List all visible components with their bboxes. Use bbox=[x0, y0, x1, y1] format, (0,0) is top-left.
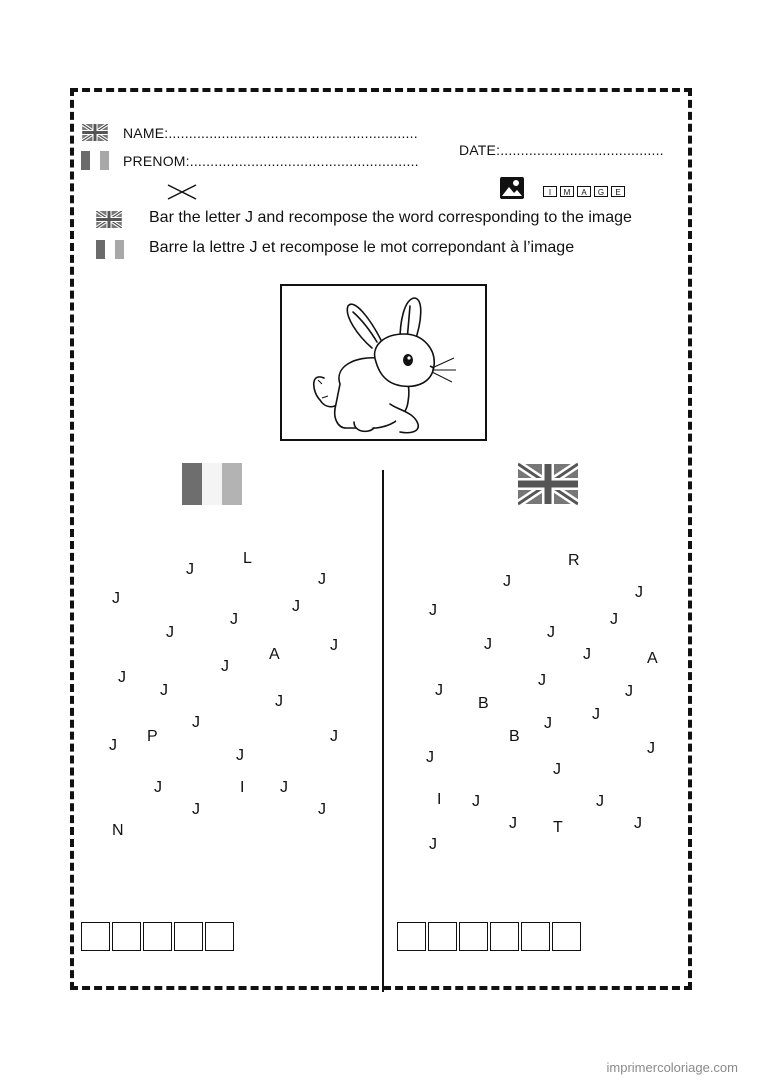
scattered-letter[interactable]: J bbox=[472, 793, 480, 810]
scattered-letter[interactable]: J bbox=[112, 590, 120, 607]
scattered-letter[interactable]: J bbox=[318, 571, 326, 588]
france-flag-icon bbox=[81, 151, 109, 170]
scattered-letter[interactable]: J bbox=[109, 737, 117, 754]
answer-box[interactable] bbox=[459, 922, 488, 951]
france-flag-large-icon bbox=[182, 463, 242, 505]
answer-box[interactable] bbox=[112, 922, 141, 951]
answer-box[interactable] bbox=[174, 922, 203, 951]
name-field: NAME:............................................................. bbox=[123, 125, 418, 141]
france-flag-icon bbox=[96, 240, 124, 259]
scattered-letter[interactable]: J bbox=[426, 749, 434, 766]
scattered-letter[interactable]: J bbox=[230, 611, 238, 628]
scattered-letter[interactable]: J bbox=[625, 683, 633, 700]
scattered-letter[interactable]: J bbox=[583, 646, 591, 663]
scattered-letter[interactable]: J bbox=[166, 624, 174, 641]
image-word-letter: E bbox=[611, 186, 625, 197]
scattered-letter[interactable]: J bbox=[610, 611, 618, 628]
scattered-letter[interactable]: J bbox=[484, 636, 492, 653]
scattered-letter[interactable]: J bbox=[538, 672, 546, 689]
answer-boxes-left bbox=[81, 922, 236, 951]
scattered-letter[interactable]: J bbox=[635, 584, 643, 601]
scissors-icon bbox=[166, 183, 198, 201]
panel-divider bbox=[382, 470, 384, 992]
scattered-letter[interactable]: J bbox=[503, 573, 511, 590]
scattered-letter[interactable]: N bbox=[112, 822, 124, 839]
scattered-letter[interactable]: J bbox=[553, 761, 561, 778]
rabbit-illustration bbox=[282, 286, 485, 439]
footer-site-label: imprimercoloriage.com bbox=[606, 1060, 738, 1075]
answer-box[interactable] bbox=[81, 922, 110, 951]
scattered-letter[interactable]: J bbox=[160, 682, 168, 699]
rabbit-picture-frame bbox=[280, 284, 487, 441]
answer-box[interactable] bbox=[521, 922, 550, 951]
scattered-letter[interactable]: J bbox=[275, 693, 283, 710]
answer-box[interactable] bbox=[143, 922, 172, 951]
answer-box[interactable] bbox=[490, 922, 519, 951]
uk-flag-icon bbox=[96, 211, 122, 228]
scattered-letter[interactable]: J bbox=[236, 747, 244, 764]
date-field: DATE:........................................ bbox=[459, 142, 664, 158]
scattered-letter[interactable]: J bbox=[647, 740, 655, 757]
scattered-letter[interactable]: J bbox=[547, 624, 555, 641]
image-word-boxes bbox=[543, 186, 628, 197]
scattered-letter[interactable]: B bbox=[509, 728, 520, 745]
scattered-letter[interactable]: J bbox=[154, 779, 162, 796]
scattered-letter[interactable]: J bbox=[330, 728, 338, 745]
scattered-letter[interactable]: J bbox=[596, 793, 604, 810]
image-word-letter: I bbox=[543, 186, 557, 197]
scattered-letter[interactable]: J bbox=[435, 682, 443, 699]
image-word-letter: G bbox=[594, 186, 608, 197]
scattered-letter[interactable]: J bbox=[221, 658, 229, 675]
scattered-letter[interactable]: J bbox=[634, 815, 642, 832]
scattered-letter[interactable]: J bbox=[544, 715, 552, 732]
scattered-letter[interactable]: J bbox=[118, 669, 126, 686]
image-icon bbox=[499, 176, 525, 200]
scattered-letter[interactable]: A bbox=[647, 650, 658, 667]
scattered-letter[interactable]: J bbox=[429, 602, 437, 619]
scattered-letter[interactable]: B bbox=[478, 695, 489, 712]
instruction-french: Barre la lettre J et recompose le mot correpondant à l’image bbox=[149, 239, 575, 256]
scattered-letter[interactable]: J bbox=[429, 836, 437, 853]
scattered-letter[interactable]: P bbox=[147, 728, 158, 745]
scattered-letter[interactable]: J bbox=[186, 561, 194, 578]
scattered-letter[interactable]: I bbox=[240, 779, 245, 796]
scattered-letter[interactable]: J bbox=[280, 779, 288, 796]
answer-box[interactable] bbox=[397, 922, 426, 951]
answer-boxes-right bbox=[397, 922, 583, 951]
answer-box[interactable] bbox=[205, 922, 234, 951]
scattered-letter[interactable]: L bbox=[243, 550, 252, 567]
scattered-letter[interactable]: J bbox=[330, 637, 338, 654]
uk-flag-icon bbox=[82, 124, 108, 141]
scattered-letter[interactable]: I bbox=[437, 791, 442, 808]
scattered-letter[interactable]: J bbox=[509, 815, 517, 832]
scattered-letter[interactable]: A bbox=[269, 646, 280, 663]
scattered-letter[interactable]: J bbox=[592, 706, 600, 723]
answer-box[interactable] bbox=[552, 922, 581, 951]
answer-box[interactable] bbox=[428, 922, 457, 951]
scattered-letter[interactable]: T bbox=[553, 819, 563, 836]
scattered-letter[interactable]: R bbox=[568, 552, 580, 569]
scattered-letter[interactable]: J bbox=[192, 714, 200, 731]
prenom-field: PRENOM:........................................................ bbox=[123, 153, 419, 169]
image-word-letter: M bbox=[560, 186, 574, 197]
scattered-letter[interactable]: J bbox=[292, 598, 300, 615]
scattered-letter[interactable]: J bbox=[318, 801, 326, 818]
image-word-letter: A bbox=[577, 186, 591, 197]
instruction-english: Bar the letter J and recompose the word corresponding to the image bbox=[149, 209, 632, 226]
scattered-letter[interactable]: J bbox=[192, 801, 200, 818]
uk-flag-large-icon bbox=[518, 463, 578, 505]
